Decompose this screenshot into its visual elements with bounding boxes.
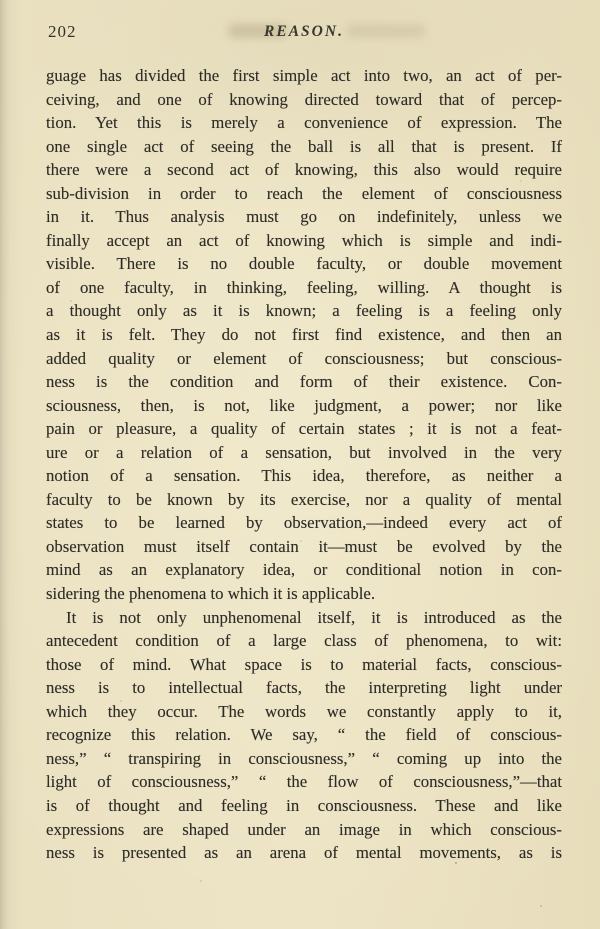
text-line: states to be learned by observation,—indeed every act of [46,513,562,533]
text-line: those of mind. What space is to material facts, conscious- [46,654,562,674]
text-line: tion. Yet this is merely a convenience of expression. The [46,113,562,133]
text-line: ness,” “ transpiring in consciousness,” “ coming up into the [46,748,562,768]
text-line: guage has divided the first simple act into two, an act of per- [46,66,562,85]
text-line: antecedent condition of a large class of phenomena, to wit: [46,631,562,651]
running-header: REASON. [264,23,344,40]
text-line: finally accept an act of knowing which is simple and indi- [46,230,562,250]
text-line: light of consciousness,” “ the flow of consciousness,”—that [46,772,562,792]
text-line: sidering the phenomena to which it is applicable. [46,584,376,604]
text-line: sciousness, then, is not, like judgment, a power; nor like [46,395,562,415]
text-line: ceiving, and one of knowing directed toward that of percep- [46,89,562,109]
text-line: in it. Thus analysis must go on indefinitely, unless we [46,207,562,227]
text-line: faculty to be known by its exercise, nor a quality of mental [46,489,562,509]
text-line: one single act of seeing the ball is all that is present. If [46,136,562,156]
text-line: notion of a sensation. This idea, therefore, as neither a [46,466,562,486]
text-line: ness is the condition and form of their existence. Con- [46,372,562,392]
text-line: visible. There is no double faculty, or double movement [46,254,562,274]
text-line: pain or pleasure, a quality of certain states ; it is not a feat- [46,419,562,439]
text-line: of one faculty, in thinking, feeling, willing. A thought is [46,277,562,297]
text-line: added quality or element of consciousness; but conscious- [46,348,562,368]
text-line: recognize this relation. We say, “ the field of conscious- [46,725,562,745]
text-line: ure or a relation of a sensation, but involved in the very [46,442,562,462]
text-line: a thought only as it is known; a feeling is a feeling only [46,301,562,321]
text-line: mind as an explanatory idea, or conditional notion in con- [46,560,562,580]
page-body [46,64,562,865]
page-header [46,22,562,46]
text-line: is of thought and feeling in consciousness. These and like [46,795,562,815]
text-line: ness is presented as an arena of mental movements, as is [46,843,562,863]
text-line: sub-division in order to reach the element of consciousness [46,183,562,203]
page-number: 202 [48,22,77,41]
text-line: It is not only unphenomenal itself, it is introduced as the [66,607,562,627]
text-line: observation must itself contain it—must be evolved by the [46,536,562,556]
text-line: as it is felt. They do not first find existence, and then an [46,325,562,345]
text-line: there were a second act of knowing, this also would require [46,160,562,180]
text-line: ness is to intellectual facts, the interpreting light under [46,678,562,698]
text-line: which they occur. The words we constantly apply to it, [46,701,562,721]
text-line: expressions are shaped under an image in which conscious- [46,819,562,839]
